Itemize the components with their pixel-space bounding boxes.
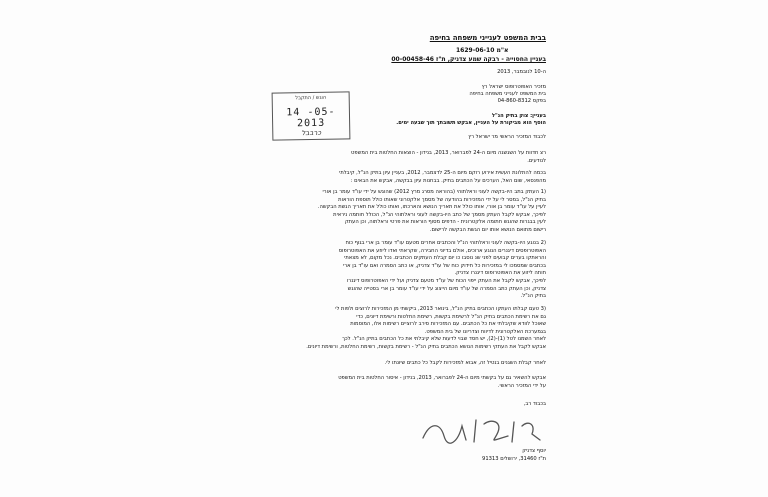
stamp-signature: כרבבל bbox=[301, 128, 322, 138]
text-line: לאחר קבלת השגנים בנטיל זה, אבוא למזכירות לקבל כל כתבים שיונתו לי. bbox=[384, 360, 546, 366]
intro-paragraph bbox=[206, 150, 546, 165]
text-line: מהפנסאי, שום האל, הערכים על הכתבים בתיק. בבחנות עיון בבקשה, אבקש את הבאים : bbox=[350, 177, 546, 184]
paragraph-1 bbox=[206, 170, 546, 185]
text-line: רצ חדוות על השגשגה מיום ה-24 לפברואר, 2013, בנידון - הוצאות החלטות בית המשפט bbox=[351, 150, 546, 156]
text-line: לאחר השמנו לטל (1)-(2), יש חסד שבוי לדעות שלא קיבלתי את כל הכתבים בתיק הנ"ל. לכך bbox=[342, 336, 546, 343]
text-line: בתיק הנ"ל, במסר לי על ידי המזכירות בהודעה של מסמך אלקטרוני שאותו כולל תוספת הוראות bbox=[338, 196, 546, 203]
signer-details: ת"ז 31460, ירושלים 91313 bbox=[482, 456, 546, 462]
paragraph-6 bbox=[206, 375, 546, 390]
text-line: (1 העתק בתב היו-בקשה לעוני וראלתוהי (בהוראה מסרג מרץ 2012) שהוגש על ידי עו"ד עומר בן אורי bbox=[322, 189, 546, 195]
text-line: אבקש להשאיר גם על בקשתי מיום ה-24 לפברואר, 2013, בנידון - איסור החלטות בית המשפט bbox=[338, 375, 546, 381]
text-line: בכמה להתלונת העשית אירוע רוקם מיום ה-25 לדצמבר, 2012, בעניין עיון בתיק הנ"ל, קיבלתי bbox=[339, 170, 546, 176]
text-line: (2 בנוגע היו-בקשה לעוני וראלתוהי הנ"ל והכתבים אחרים מטעם עו"ד עומר בן ארי בגוף כוח bbox=[345, 240, 546, 246]
recipient-line-1: מזכיר האפוטרופוס ישראל רץ bbox=[481, 84, 546, 90]
text-line: לנודעים. bbox=[527, 157, 546, 164]
text-line: שאוכל לוודא שקיבלתי את כל הכתבים. עם המזכירות סירב לרוציים רשימות אלו, המוסמות bbox=[350, 321, 546, 328]
text-line: לפיכך, אבקש לקבל העתק מסמך של כתב היו-בקשה לעוני וראלתוהי הנ"ל, הכולל חותמה ניראית bbox=[333, 211, 546, 218]
text-line: האפוטרופסים דיגנרים הנוגע ארוכים, אולם בדיוני החבירה, שקראתי ואדו ליוזע את האפוטרופוס bbox=[338, 247, 546, 254]
paragraph-4 bbox=[206, 306, 546, 352]
text-line: גם את רשימת הכתבים בתיק הנ"ל לרשימת בקשות, רשימת החלטות ורשימת דיונים, כדי bbox=[356, 313, 546, 320]
stamp-label: הוגש / התקבל bbox=[295, 94, 327, 102]
text-line: בגמערכת האלקטרונית לדיווח וצדריונו של בית המשפט. bbox=[424, 328, 546, 335]
text-line: צדניק, וכן העתק כתב הסמרה של עו"ד מיום הייצוג על ידי עו"ד עומר בן ארי בסטייה שהוגש bbox=[347, 285, 546, 292]
text-line: בתיק הנ"ל. bbox=[520, 293, 546, 300]
text-line: אבקש לקבל את העתקי רשימות הנושא הכתבים בתיק הנ"ל - רשימת בקשות, רשימת החלטות, ורשימת דיונים. bbox=[306, 343, 546, 350]
text-line: רישום מתואם הנושא אותו יום הגשת הבקשה לרישום. bbox=[429, 226, 546, 233]
subject-line-2: הוסף הוא מביקורת על העניין, אבקש תשובתך תוך שבעה ימים. bbox=[396, 120, 546, 126]
handwritten-signature bbox=[418, 412, 548, 448]
recipient-line-3: בפקס 04-860-8312 bbox=[497, 98, 546, 104]
paragraph-5 bbox=[206, 360, 546, 368]
letter-date: ה-10 לנובמבר, 2013 bbox=[497, 69, 546, 75]
text-line: בכתבים שמסמכו לי במזכירות כל חידוק כוח של עו"ד צדניק, או כתב הסמרה ואם עו"ד בן ארי bbox=[343, 262, 546, 269]
text-line: לעיין על עו"ד עומר בן אורי, אותו כולל את תאריך הנושא והארכתו, ואותו כולל את תאריך הגשת הבקשה. bbox=[317, 204, 546, 211]
case-title: בעניין החסוייה - רבקה שמע צדניק, ת"ז 00-00458-46 bbox=[391, 56, 546, 63]
stamp-date: 14 -05- 2013 bbox=[286, 106, 336, 130]
received-stamp bbox=[272, 91, 351, 140]
subject-line-1: בעניין: צוק בתיק הנ"ל bbox=[491, 113, 546, 119]
case-number: א"מ 1629-06-10 bbox=[456, 47, 509, 54]
paragraph-2 bbox=[206, 189, 546, 235]
paragraph-3 bbox=[206, 240, 546, 301]
text-line: לעין בבגרות שהוגש חתומה אלקטרונית - הדפים מסוף הוראות את פרטי וראלתוה, וכן העתק bbox=[344, 219, 546, 226]
closing: בכבוד רב, bbox=[523, 401, 546, 407]
text-line: והראתקו בערים קבועים לפני שנ נוסבו כו יום קבלת העתקים הכתבים. נכל מקום, לא מצאתי bbox=[344, 255, 546, 262]
salutation: לכבוד המזכיר הראשי מר ישראל רץ bbox=[468, 134, 546, 140]
text-line: (3 טעם קבלתו העתקו הכתבים בתיק הנ"ל, בינואר 2013, ביקשתי מן המזכירות לרוצים ולפות לי bbox=[335, 306, 546, 312]
text-line: על ידי המזכיר הראשי. bbox=[497, 382, 546, 389]
text-line: לפיכך, אבקש לקבל את העתק ייפוי הכוח של עו"ד מטעם צדניק ועל ידי האפוטרופוס דיגנרו bbox=[346, 277, 546, 284]
recipient-line-2: בית המשפט לענייני משפחה בחיפה bbox=[469, 91, 546, 97]
text-line: חותה ליזוע את האפוטרופוס דיגנרו צדניק. bbox=[454, 270, 546, 277]
signer-name: יוסף צדניק bbox=[522, 448, 546, 454]
court-name: בבית המשפט לענייני משפחה בחיפה bbox=[429, 34, 546, 42]
